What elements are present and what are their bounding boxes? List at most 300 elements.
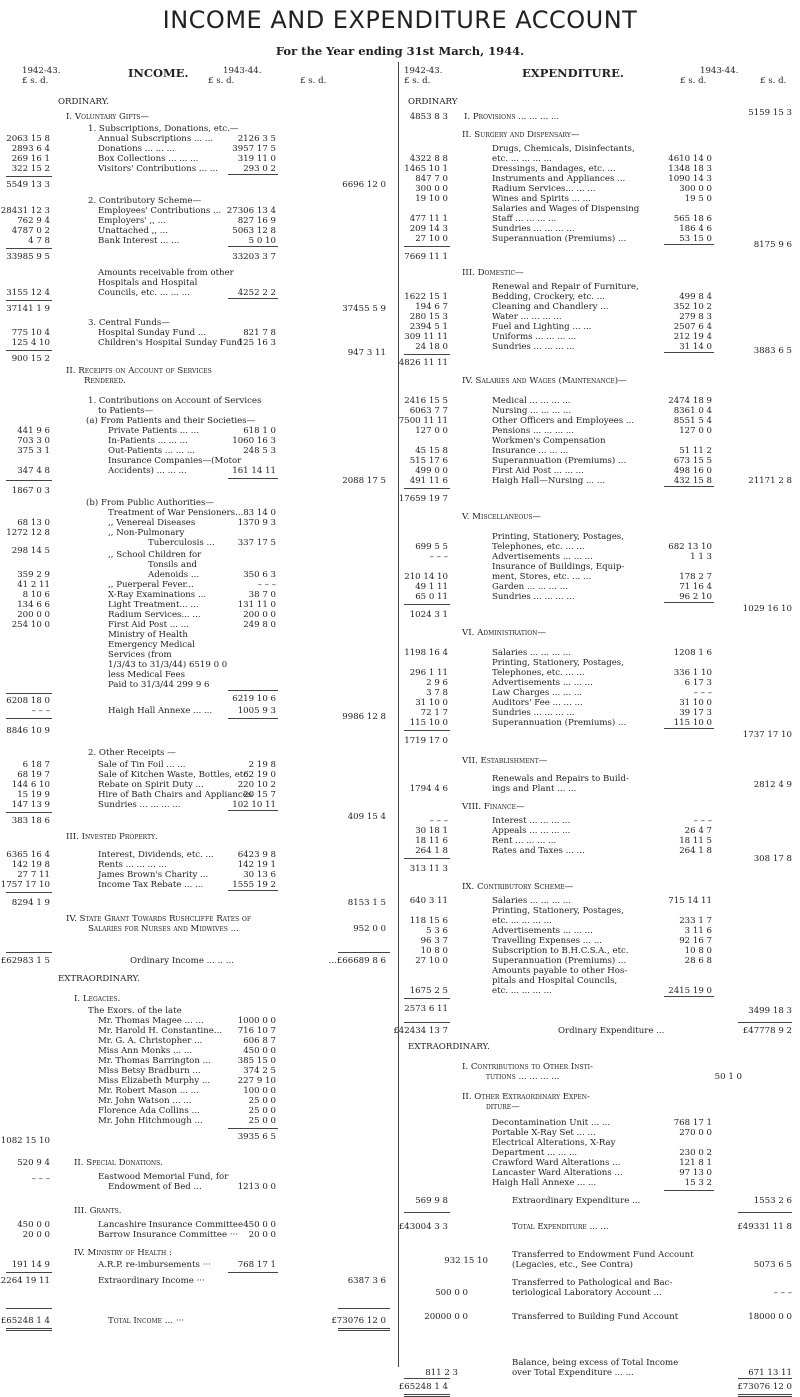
line-item: Donations ... ... ...	[98, 144, 175, 154]
line-item: Light Treatment... ...	[108, 600, 199, 610]
current-amount: 28 6 8	[684, 956, 712, 966]
line-item: Advertisements ... ... ...	[492, 926, 593, 936]
line-item: Unattached ,, ...	[98, 226, 168, 236]
prev-amount: 191 14 9	[11, 1260, 50, 1270]
line-item: Haigh Hall—Nursing ... ...	[492, 476, 606, 486]
prev-amount: 65 0 11	[415, 592, 448, 602]
prev-amount: 127 0 0	[415, 426, 448, 436]
line-item: less Medical Fees	[108, 670, 186, 680]
line-item: Endowment of Bed ...	[108, 1182, 202, 1192]
current-amount: 39 17 3	[679, 708, 712, 718]
extraordinary-exp-label: Extraordinary Expenditure ...	[512, 1196, 641, 1206]
section-total: 1029 16 10	[742, 604, 792, 614]
line-item: ,, Venereal Diseases	[108, 518, 196, 528]
line-item: Appeals ... ... ... ...	[492, 826, 571, 836]
extra-contributions-2: tutions ... ... ... ...	[486, 1072, 560, 1082]
line-item: Travelling Expenses ... ...	[492, 936, 602, 946]
line-item: Superannuation (Premiums) ...	[492, 234, 627, 244]
prev-amount: 147 13 9	[11, 800, 50, 810]
line-item: First Aid Post ... ...	[108, 620, 189, 630]
line-item: Interest ... ... ... ...	[492, 816, 571, 826]
line-item: Bank Interest ... ...	[98, 236, 180, 246]
extraordinary-label: EXTRAORDINARY.	[58, 974, 140, 984]
current-amount: 8551 5 4	[673, 416, 712, 426]
current-amount: 6219 10 6	[232, 694, 276, 704]
total-income-prev: £65248 1 4	[0, 1316, 50, 1326]
prev-amount: 20000 0 0	[424, 1312, 468, 1322]
current-amount: 212 19 4	[673, 332, 712, 342]
prev-total: 37141 1 9	[6, 304, 50, 314]
section-voluntary-gifts: I. Voluntary Gifts—	[66, 112, 150, 122]
line-item: Emergency Medical	[108, 640, 195, 650]
section-invested: III. Invested Property.	[66, 832, 158, 842]
current-amount: 2507 6 4	[673, 322, 712, 332]
rule	[664, 602, 714, 603]
current-amount: 565 18 6	[673, 214, 712, 224]
rule	[664, 352, 714, 353]
line-item: Transferred to Endowment Fund Account	[512, 1250, 694, 1260]
rule	[404, 604, 450, 605]
prev-total: 1867 0 3	[11, 486, 50, 496]
extraordinary-label: EXTRAORDINARY.	[408, 1042, 490, 1052]
rule	[228, 246, 278, 247]
line-item: Insurance Companies—(Motor	[108, 456, 242, 466]
legacy-item: Mr. Thomas Barrington ...	[98, 1056, 211, 1066]
current-amount: 1060 16 3	[232, 436, 276, 446]
current-amount: 768 17 1	[237, 1260, 276, 1270]
rule	[228, 810, 278, 811]
rule	[6, 480, 52, 481]
year-prev: 1942-43.	[22, 66, 61, 76]
current-amount: 618 1 0	[243, 426, 276, 436]
line-item: Rates and Taxes ... ...	[492, 846, 585, 856]
line-item: Paid to 31/3/44 299 9 6	[108, 680, 210, 690]
line-item: Insurance of Buildings, Equip-	[492, 562, 625, 572]
line-item: Ministry of Health	[108, 630, 188, 640]
prev-total: 900 15 2	[11, 354, 50, 364]
prev-amount: 254 10 0	[11, 620, 50, 630]
page-subtitle: For the Year ending 31st March, 1944.	[275, 44, 525, 58]
prev-amount: 209 14 3	[409, 224, 448, 234]
current-amount: 20 15 7	[243, 790, 276, 800]
line-item: Private Patients ... ...	[108, 426, 199, 436]
current-amount: 71 16 4	[679, 582, 712, 592]
prev-amount: – – –	[31, 1174, 50, 1184]
line-item: ings and Plant ... ...	[492, 784, 577, 794]
rule	[404, 730, 450, 731]
line-item: First Aid Post ... ... ...	[492, 466, 584, 476]
prev-amount: 68 19 7	[17, 770, 50, 780]
line-item: Box Collections ... ... ...	[98, 154, 199, 164]
extra-other: II. Other Extraordinary Expen-	[462, 1092, 590, 1102]
current-amount: 38 7 0	[248, 590, 276, 600]
current-amount: 96 2 10	[679, 592, 712, 602]
prev-amount: 500 0 0	[435, 1288, 468, 1298]
current-amount: 10 8 0	[684, 946, 712, 956]
current-amount: 115 10 0	[673, 718, 712, 728]
current-amount: 1208 1 6	[673, 648, 712, 658]
prev-total: 7669 11 1	[404, 252, 448, 262]
current-amount: 62 19 0	[243, 770, 276, 780]
prev-amount: 5 3 6	[426, 926, 448, 936]
prev-amount: 27 7 11	[17, 870, 50, 880]
line-item: Sundries ... ... ... ...	[492, 342, 575, 352]
current-amount: 2 19 8	[248, 760, 276, 770]
current-amount: 827 16 9	[237, 216, 276, 226]
current-amount: 715 14 11	[668, 896, 712, 906]
prev-total: 4826 11 11	[398, 358, 448, 368]
prev-amount: 1675 2 5	[409, 986, 448, 996]
rule	[228, 478, 278, 479]
special-donations-heading: II. Special Donations.	[74, 1158, 164, 1168]
line-item: Sale of Kitchen Waste, Bottles, etc.	[98, 770, 251, 780]
line-item: Balance, being excess of Total Income	[512, 1358, 679, 1368]
line-item: Rent ... ... ... ...	[492, 836, 557, 846]
prev-amount: 300 0 0	[415, 184, 448, 194]
col-a: £ s. d.	[680, 76, 707, 86]
rule	[404, 858, 450, 859]
line-item: X-Ray Examinations ...	[108, 590, 207, 600]
extraordinary-total: 6387 3 6	[347, 1276, 386, 1286]
line-item: Hire of Bath Chairs and Appliances	[98, 790, 253, 800]
rule	[404, 1022, 450, 1023]
prev-amount: 1794 4 6	[409, 784, 448, 794]
section-total: 8175 9 6	[753, 240, 792, 250]
prev-amount: 775 10 4	[11, 328, 50, 338]
rule	[738, 1394, 792, 1395]
prev-amount: – – –	[31, 706, 50, 716]
prev-amount: 28431 12 3	[0, 206, 50, 216]
prev-amount: 322 15 2	[11, 164, 50, 174]
section-services: II. Receipts on Account of Services	[66, 366, 212, 376]
rule	[6, 1272, 52, 1273]
legacy-item: Mr. Robert Mason ... ...	[98, 1086, 199, 1096]
line-item: teriological Laboratory Account ...	[512, 1288, 662, 1298]
legacy-amount: 25 0 0	[248, 1106, 276, 1116]
section-total: 409 15 4	[347, 812, 386, 822]
current-amount: 682 13 10	[668, 542, 712, 552]
prev-amount: 1198 16 4	[404, 648, 448, 658]
prev-amount: 72 1 7	[420, 708, 448, 718]
prev-amount: 298 14 5	[11, 546, 50, 556]
line-item: Children's Hospital Sunday Fund	[98, 338, 243, 348]
section-establishment: VII. Establishment—	[462, 756, 548, 766]
section-total: 308 17 8	[753, 854, 792, 864]
line-item: (a) From Patients and their Societies—	[86, 416, 256, 426]
rule	[338, 952, 390, 953]
section-total: 671 13 11	[748, 1368, 792, 1378]
col-a: £ s. d.	[208, 76, 235, 86]
current-amount: 8361 0 4	[673, 406, 712, 416]
rule	[404, 354, 450, 355]
line-item: Superannuation (Premiums) ...	[492, 718, 627, 728]
section-total: 3499 18 3	[748, 1006, 792, 1016]
current-amount: 432 15 8	[673, 476, 712, 486]
line-item: Employers' ,, ...	[98, 216, 166, 226]
line-item: Uniforms ... ... ... ...	[492, 332, 577, 342]
line-item: Sundries ... ... ... ...	[98, 800, 181, 810]
ordinary-total: ...£66689 8 6	[328, 956, 386, 966]
rule	[6, 952, 52, 953]
total-income-label: Total Income ... ···	[108, 1316, 184, 1326]
prev-amount: 520 9 4	[17, 1158, 50, 1168]
ordinary-label: ORDINARY.	[58, 97, 110, 107]
line-item: Accidents) ... ... ...	[108, 466, 187, 476]
line-item: Hospital Sunday Fund ...	[98, 328, 207, 338]
line-item: Advertisements ... ... ...	[492, 678, 593, 688]
rule	[228, 890, 278, 891]
rule	[6, 812, 52, 813]
year-cur: 1943-44.	[223, 66, 262, 76]
prev-total: 1719 17 0	[404, 736, 448, 746]
current-amount: 4610 14 0	[668, 154, 712, 164]
current-amount: 102 10 11	[232, 800, 276, 810]
rule	[228, 718, 278, 719]
section-total: 1737 17 10	[742, 730, 792, 740]
legacy-amount: 227 9 10	[237, 1076, 276, 1086]
current-amount: 2126 3 5	[237, 134, 276, 144]
current-amount: 336 1 10	[673, 668, 712, 678]
line-item: Lancashire Insurance Committee ·	[98, 1220, 249, 1230]
section-total: 18000 0 0	[748, 1312, 792, 1322]
section-total: 6696 12 0	[342, 180, 386, 190]
rule	[338, 1308, 390, 1309]
line-item: Fuel and Lighting ... ...	[492, 322, 592, 332]
current-amount: 15 3 2	[684, 1178, 712, 1188]
line-item: 1/3/43 to 31/3/44) 6519 0 0	[108, 660, 228, 670]
prev-amount: 2063 15 8	[6, 134, 50, 144]
rule	[738, 1378, 792, 1379]
line-item: Haigh Hall Annexe ... ...	[492, 1178, 597, 1188]
line-item: Drugs, Chemicals, Disinfectants,	[492, 144, 635, 154]
current-amount: 352 10 2	[673, 302, 712, 312]
extraordinary-exp-total: 1553 2 6	[753, 1196, 792, 1206]
line-item: pitals and Hospital Councils,	[492, 976, 618, 986]
prev-amount: 118 15 6	[409, 916, 448, 926]
current-amount: 279 8 3	[679, 312, 712, 322]
prev-amount: – – –	[429, 816, 448, 826]
prev-amount: 194 6 7	[415, 302, 448, 312]
line-item: Wines and Spirits ... ...	[492, 194, 591, 204]
subsection: 3. Central Funds—	[88, 318, 170, 328]
expenditure-heading: EXPENDITURE.	[522, 66, 624, 80]
prev-amount: 125 4 10	[11, 338, 50, 348]
line-item: Staff ... ... ... ...	[492, 214, 557, 224]
section-total: 5073 6 5	[753, 1260, 792, 1270]
current-amount: 53 15 0	[679, 234, 712, 244]
current-amount: 200 0 0	[243, 610, 276, 620]
current-amount: 300 0 0	[679, 184, 712, 194]
rule	[228, 298, 278, 299]
prev-amount: 347 4 8	[17, 466, 50, 476]
current-amount: 230 0 2	[679, 1148, 712, 1158]
line-item: Subscription to B.H.C.S.A., etc.	[492, 946, 629, 956]
legacy-item: Miss Elizabeth Murphy ...	[98, 1076, 211, 1086]
current-amount: 337 17 5	[237, 538, 276, 548]
section-total: 3883 6 5	[753, 346, 792, 356]
current-amount: 319 11 0	[237, 154, 276, 164]
prev-amount: 375 3 1	[17, 446, 50, 456]
line-item: Printing, Stationery, Postages,	[492, 532, 624, 542]
prev-amount: 309 11 11	[404, 332, 448, 342]
line-item: Hospitals and Hospital	[98, 278, 198, 288]
legacy-item: Mr. John Hitchmough ...	[98, 1116, 203, 1126]
line-item: Printing, Stationery, Postages,	[492, 658, 624, 668]
line-item: Amounts receivable from other	[98, 268, 234, 278]
line-item: Adenoids ...	[148, 570, 200, 580]
current-amount: 293 0 2	[243, 164, 276, 174]
prev-total: 17659 19 7	[398, 494, 448, 504]
prev-total: 313 11 3	[409, 864, 448, 874]
line-item: Interest, Dividends, etc. ...	[98, 850, 214, 860]
legacies-heading: I. Legacies.	[74, 994, 121, 1004]
prev-amount: 811 2 3	[425, 1368, 458, 1378]
legacy-item: Mr. G. A. Christopher ...	[98, 1036, 203, 1046]
current-amount: 20 0 0	[248, 1230, 276, 1240]
prev-amount: 134 6 6	[17, 600, 50, 610]
prev-amount: 4 7 8	[28, 236, 50, 246]
ordinary-exp-prev: £42434 13 7	[393, 1026, 448, 1036]
prev-amount: 762 9 4	[17, 216, 50, 226]
rule	[6, 1328, 52, 1329]
prev-amount: 703 3 0	[17, 436, 50, 446]
prev-amount: 499 0 0	[415, 466, 448, 476]
prev-amount: 3155 12 4	[6, 288, 50, 298]
prev-amount: 6208 18 0	[6, 696, 50, 706]
section-surgery: II. Surgery and Dispensary—	[462, 130, 580, 140]
prev-amount: 450 0 0	[17, 1220, 50, 1230]
section-misc: V. Miscellaneous—	[462, 512, 542, 522]
line-item: Pensions ... ... ... ...	[492, 426, 575, 436]
section-salaries: IV. Salaries and Wages (Maintenance)—	[462, 376, 627, 386]
legacy-amount: 606 8 7	[243, 1036, 276, 1046]
line-item: Eastwood Memorial Fund, for	[98, 1172, 229, 1182]
col-b: £ s. d.	[760, 76, 787, 86]
prev-amount: 210 14 10	[404, 572, 448, 582]
current-amount: 1555 19 2	[232, 880, 276, 890]
line-item: Medical ... ... ... ...	[492, 396, 571, 406]
prev-amount: 3 7 8	[426, 688, 448, 698]
col-prev: £ s. d.	[404, 76, 431, 86]
prev-total: 383 18 6	[11, 816, 50, 826]
prev-amount: 68 13 0	[17, 518, 50, 528]
line-item: Sundries ... ... ... ...	[492, 224, 575, 234]
prev-amount: 19 10 0	[415, 194, 448, 204]
prev-amount: 200 0 0	[17, 610, 50, 620]
year-cur: 1943-44.	[700, 66, 739, 76]
line-item: Water ... ... ... ...	[492, 312, 562, 322]
prev-amount: 45 15 8	[415, 446, 448, 456]
rule	[404, 1212, 450, 1213]
line-item: Department ... ... ...	[492, 1148, 578, 1158]
section-total: 9986 12 8	[342, 712, 386, 722]
rule	[404, 488, 450, 489]
prev-amount: 699 5 5	[415, 542, 448, 552]
total-exp-label: Total Expenditure ... ...	[512, 1222, 609, 1232]
prev-amount: 4322 8 8	[409, 154, 448, 164]
ministry-heading: IV. Ministry of Health :	[74, 1248, 172, 1258]
current-amount: 51 11 2	[679, 446, 712, 456]
rule	[6, 248, 52, 249]
current-amount: 26 4 7	[684, 826, 712, 836]
extraordinary-total-label: Extraordinary Income ···	[98, 1276, 205, 1286]
line-item: Nursing ... ... ... ...	[492, 406, 572, 416]
current-amount: 450 0 0	[243, 1220, 276, 1230]
line-item: Auditors' Fee ... ... ...	[492, 698, 583, 708]
current-amount: 248 5 3	[243, 446, 276, 456]
line-item: Services (from	[108, 650, 172, 660]
income-heading: INCOME.	[128, 66, 189, 80]
prev-amount: 96 3 7	[420, 936, 448, 946]
line-item: etc. ... ... ... ...	[492, 154, 552, 164]
prev-amount: 30 18 1	[415, 826, 448, 836]
prev-amount: 847 7 0	[415, 174, 448, 184]
section-provisions: I. Provisions ... ... ... ...	[464, 112, 560, 122]
section-total: 5159 15 3	[748, 108, 792, 118]
section-total: 947 3 11	[347, 348, 386, 358]
line-item: ment, Stores, etc. ... ...	[492, 572, 592, 582]
line-item: Visitors' Contributions ... ...	[98, 164, 219, 174]
prev-amount: 2893 6 4	[11, 144, 50, 154]
rule	[404, 998, 450, 999]
current-amount: 498 16 0	[673, 466, 712, 476]
line-item: Dressings, Bandages, etc. ...	[492, 164, 616, 174]
grand-total: £73076 12 0	[737, 1382, 792, 1392]
prev-amount: 27 10 0	[415, 956, 448, 966]
prev-amount: – – –	[429, 552, 448, 562]
prev-amount: 640 3 11	[409, 896, 448, 906]
section-state-grant-2: Salaries for Nurses and Midwives ...	[88, 924, 239, 934]
line-item: Superannuation (Premiums) ...	[492, 956, 627, 966]
column-divider	[398, 62, 399, 1367]
current-amount: 821 7 8	[243, 328, 276, 338]
prev-amount: 27 10 0	[415, 234, 448, 244]
line-item: etc. ... ... ... ...	[492, 986, 552, 996]
current-amount: 50 1 0	[714, 1072, 742, 1082]
line-item: Sale of Tin Foil ... ...	[98, 760, 186, 770]
current-amount: 92 16 7	[679, 936, 712, 946]
legacy-amount: 716 10 7	[237, 1026, 276, 1036]
current-amount: 142 19 1	[237, 860, 276, 870]
current-amount: 1 1 3	[690, 552, 712, 562]
prev-amount: 264 1 8	[415, 846, 448, 856]
legacy-amount: 100 0 0	[243, 1086, 276, 1096]
line-item: Radium Services... ...	[108, 610, 201, 620]
page-title: INCOME AND EXPENDITURE ACCOUNT	[162, 6, 638, 34]
current-amount: 121 8 1	[679, 1158, 712, 1168]
section-total: 2088 17 5	[342, 476, 386, 486]
line-item: Telephones, etc. ... ...	[492, 542, 585, 552]
rule	[228, 1272, 278, 1273]
subsection: 2. Other Receipts —	[88, 748, 176, 758]
prev-total: 2264 19 11	[0, 1276, 50, 1286]
line-item: Telephones, etc. ... ...	[492, 668, 585, 678]
line-item: Electrical Alterations, X-Ray	[492, 1138, 616, 1148]
section-total: 8153 1 5	[347, 898, 386, 908]
line-item: Insurance ... ... ...	[492, 446, 569, 456]
section-services-2: Rendered.	[84, 376, 126, 386]
prev-total: 33985 9 5	[6, 252, 50, 262]
line-item: Treatment of War Pensioners...	[108, 508, 244, 518]
prev-amount: 477 11 1	[409, 214, 448, 224]
year-prev: 1942-43.	[404, 66, 443, 76]
current-amount: 97 13 0	[679, 1168, 712, 1178]
subtotal: 33203 3 7	[232, 252, 276, 262]
prev-amount: 1465 10 1	[404, 164, 448, 174]
current-amount: – – –	[693, 816, 712, 826]
prev-amount: 2416 15 5	[404, 396, 448, 406]
line-item: Bedding, Crockery, etc. ...	[492, 292, 605, 302]
